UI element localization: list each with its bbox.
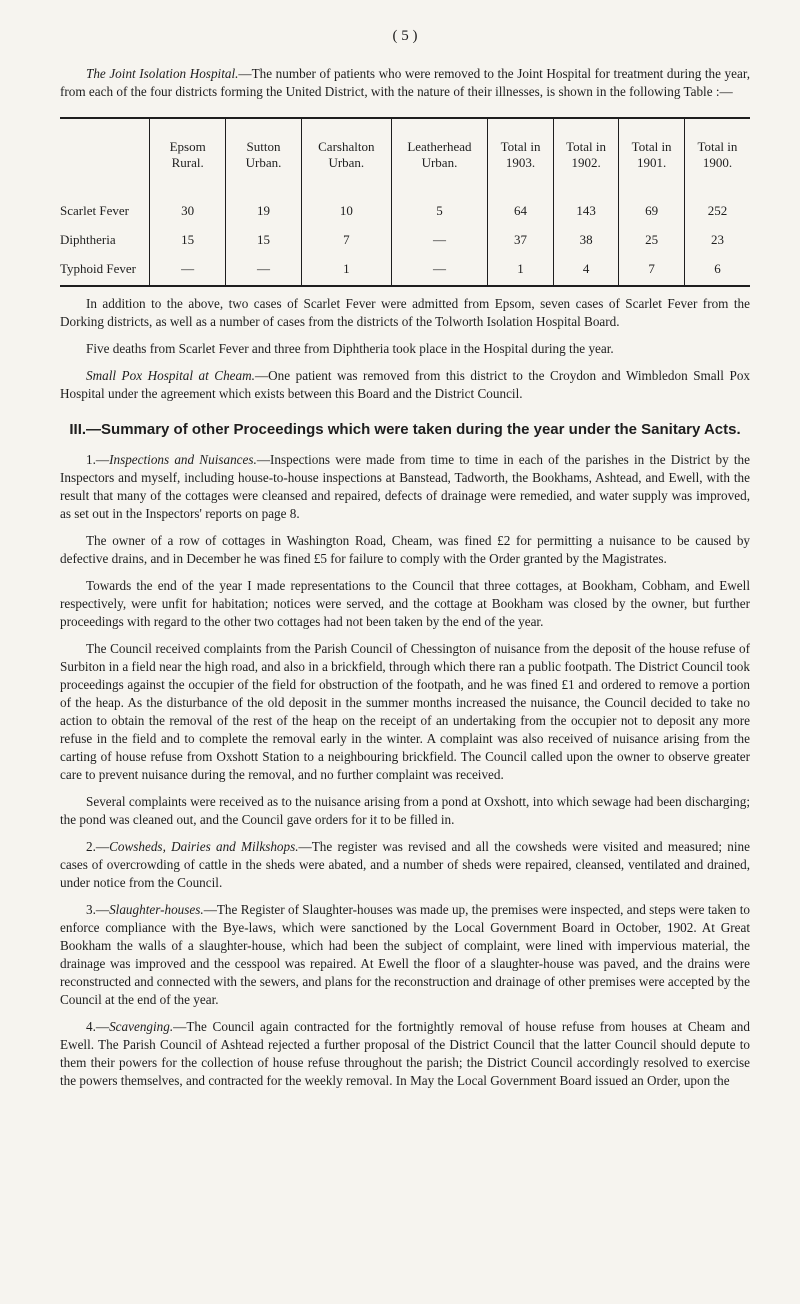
intro-paragraph (60, 65, 750, 101)
table-cell: 15 (150, 226, 226, 255)
smallpox-paragraph (60, 367, 750, 403)
table-cell: 6 (684, 255, 750, 286)
item-1-paragraph (60, 451, 750, 523)
table-cell: 30 (150, 189, 226, 226)
table-row (60, 226, 750, 255)
table-cell: 37 (488, 226, 554, 255)
item-4-paragraph (60, 1018, 750, 1090)
item-3-number: 3.— (86, 902, 110, 917)
item-2-text: —The register was revised and all the cowsheds were visited and measured; nine cases of overcrowding of cattle in the sheds were abated, and a number of sheds were repaired, cleansed, ventilated and drained, under notice from the Council. (60, 839, 751, 890)
item-3-text: —The Register of Slaughter-houses was made up, the premises were inspected, and steps were taken to enforce compliance with the Bye-laws, which were sanctioned by the Local Government Board in October, 1902. At Great Bookham the walls of a slaughter-house, which had been the subject of complaint, were lined with impervious material, the drainage was improved and the cesspool was repaired. At Ewell the floor of a slaughter-house was paved, and the drains were reconstructed and connected with the sewers, and plans for the reconstruction and drainage of other premises were accepted by the Council at the end of the year. (60, 902, 750, 1007)
table-cell: 1 (488, 255, 554, 286)
table-cell: Scarlet Fever (60, 203, 129, 218)
column-header: Leatherhead Urban. (391, 118, 488, 189)
paragraph: Five deaths from Scarlet Fever and three from Diphtheria took place in the Hospital during the year. (86, 341, 614, 356)
paragraph: The owner of a row of cottages in Washington Road, Cheam, was fined £2 for permitting a nuisance to be caused by defective drains, and in December he was fined £5 for failure to comply with the Order granted by the Magistrates. (60, 533, 750, 566)
column-header: Total in 1901. (619, 118, 685, 189)
table-cell: 10 (301, 189, 391, 226)
table-cell: 7 (301, 226, 391, 255)
intro-heading: The Joint Isolation Hospital. (86, 66, 239, 81)
table-header-row (60, 118, 750, 189)
column-header: Sutton Urban. (226, 118, 302, 189)
table-cell: Diphtheria (60, 232, 116, 247)
paragraph: Towards the end of the year I made representations to the Council that three cottages, at Bookham, Cobham, and Ewell respectively, were unfit for habitation; notices were served, and the cottage at Bookham was closed by the owner, but further proceedings with regard to the other two cottages had not been taken by the end of the year. (60, 578, 750, 629)
item-2-heading: Cowsheds, Dairies and Milkshops. (109, 839, 299, 854)
column-header: Carshalton Urban. (301, 118, 391, 189)
table-cell: 38 (553, 226, 619, 255)
table-cell: 19 (226, 189, 302, 226)
item-4-text: —The Council again contracted for the fortnightly removal of house refuse from houses at Cheam and Ewell. The Parish Council of Ashtead rejected a further proposal of the District Council that the latter Council should depute to them their powers for the collection of house refuse throughout the parish; the District Council accordingly resolved to exercise the powers themselves, and contracted for the weekly removal. In May the Local Government Board issued an Order, upon the (60, 1019, 750, 1088)
table-cell: Typhoid Fever (60, 261, 136, 276)
document-page (60, 28, 750, 1090)
table-cell: 5 (391, 189, 488, 226)
paragraph: In addition to the above, two cases of Scarlet Fever were admitted from Epsom, seven cases of Scarlet Fever from the Dorking districts, as well as a number of cases from the districts of the Tolworth Isolation Hospital Board. (60, 296, 750, 329)
table-cell: — (391, 255, 488, 286)
item-3-paragraph (60, 901, 750, 1009)
table-cell: 69 (619, 189, 685, 226)
item-4-heading: Scavenging. (109, 1019, 174, 1034)
table-row (60, 189, 750, 226)
item-2-paragraph (60, 838, 750, 892)
item-1-number: 1.— (86, 452, 110, 467)
smallpox-heading: Small Pox Hospital at Cheam. (86, 368, 255, 383)
smallpox-text: —One patient was removed from this district to the Croydon and Wimbledon Small Pox Hospital under the agreement which exists between this Board and the District Council. (60, 368, 751, 401)
item-2-number: 2.— (86, 839, 110, 854)
table-cell: 252 (684, 189, 750, 226)
paragraph: The Council received complaints from the Parish Council of Chessington of nuisance from the deposit of the house refuse of Surbiton in a field near the high road, and also in a brickfield, through which there ran a public footpath. The District Council took proceedings against the occupier of the field for obstruction of the footpath, and he was fined £1 and ordered to remove a portion of the heap. As the disturbance of the old deposit in the summer months increased the nuisance, the Council decided to take no action to obtain the removal of the rest of the heap on the receipt of an undertaking from the occupier not to deposit any more refuse in the field and to complete the removal early in the winter. A complaint was also received of nuisance arising from the carting of house refuse from Oxshott Station to a neighbouring brickfield. The Council called upon the owner to observe greater care to prevent nuisance during the removal, and no further complaint was received. (60, 641, 750, 782)
section-heading: III.—Summary of other Proceedings which were taken during the year under the Sanitary Acts. (69, 421, 741, 438)
table-cell: 25 (619, 226, 685, 255)
table-cell: 4 (553, 255, 619, 286)
table-cell: 143 (553, 189, 619, 226)
column-header (60, 118, 150, 189)
page-number: ( 5 ) (392, 28, 418, 44)
table-cell: — (150, 255, 226, 286)
patients-table (60, 117, 750, 287)
item-1-text: —Inspections were made from time to time in each of the parishes in the District by the Inspectors and myself, including house-to-house inspections at Banstead, Tadworth, the Bookhams, Ashtead, and Ewell, with the result that many of the cottages were cleansed and repaired, defects of drainage were remedied, and water supply was improved, as set out in the Inspectors' reports on page 8. (60, 452, 750, 521)
table-cell: 64 (488, 189, 554, 226)
column-header: Epsom Rural. (150, 118, 226, 189)
paragraph: Several complaints were received as to the nuisance arising from a pond at Oxshott, into which sewage had been discharging; the pond was cleaned out, and the Council gave orders for it to be filled in. (60, 794, 750, 827)
intro-text: —The number of patients who were removed to the Joint Hospital for treatment during the year, from each of the four districts forming the United District, with the nature of their illnesses, is shown in the following Table :— (60, 66, 751, 99)
table-cell: 7 (619, 255, 685, 286)
table-row (60, 255, 750, 286)
column-header: Total in 1902. (553, 118, 619, 189)
table-cell: 15 (226, 226, 302, 255)
item-3-heading: Slaughter-houses. (109, 902, 204, 917)
column-header: Total in 1903. (488, 118, 554, 189)
table-cell: 1 (301, 255, 391, 286)
table-cell: 23 (684, 226, 750, 255)
column-header: Total in 1900. (684, 118, 750, 189)
item-1-heading: Inspections and Nuisances. (109, 452, 257, 467)
table-cell: — (391, 226, 488, 255)
item-4-number: 4.— (86, 1019, 110, 1034)
table-cell: — (226, 255, 302, 286)
